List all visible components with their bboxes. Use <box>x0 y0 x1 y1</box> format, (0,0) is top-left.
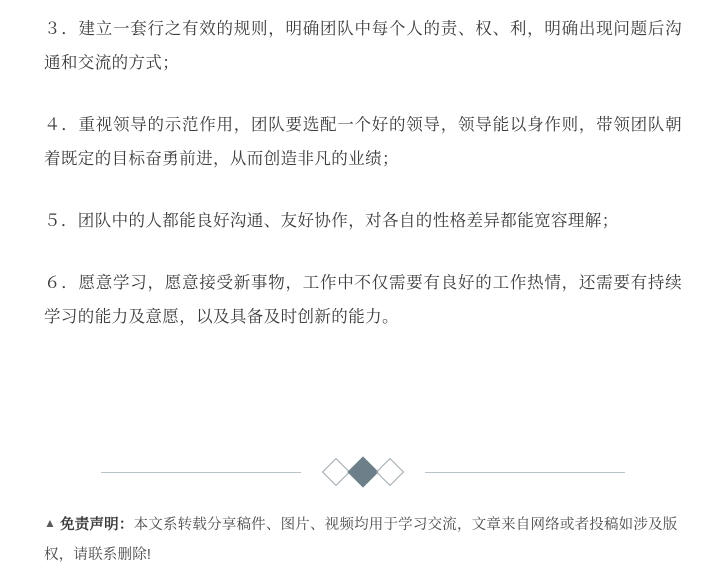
disclaimer-label: 免责声明： <box>60 517 134 533</box>
paragraph-6: ６．愿意学习，愿意接受新事物，工作中不仅需要有良好的工作热情，还需要有持续学习的能力及意愿，以及具备及时创新的能力。 <box>44 274 682 326</box>
diamond-outline-left-icon <box>322 458 350 486</box>
divider-line-left <box>101 472 301 473</box>
diamond-outline-right-icon <box>376 458 404 486</box>
triangle-up-icon: ▲ <box>44 516 57 530</box>
disclaimer-text: 本文系转载分享稿件、图片、视频均用于学习交流，文章来自网络或者投稿如涉及版权，请联系删除! <box>44 517 678 563</box>
paragraph-4: ４．重视领导的示范作用，团队要选配一个好的领导，领导能以身作则，带领团队朝着既定的目标奋勇前进，从而创造非凡的业绩； <box>44 116 682 168</box>
disclaimer-block <box>44 508 682 570</box>
diamond-ornament-icon <box>323 461 403 483</box>
divider-line-right <box>425 472 625 473</box>
diamond-filled-icon <box>347 456 378 487</box>
section-divider <box>44 452 682 492</box>
paragraph-3: ３．建立一套行之有效的规则，明确团队中每个人的责、权、利，明确出现问题后沟通和交流的方式； <box>44 20 682 72</box>
paragraph-5: ５．团队中的人都能良好沟通、友好协作，对各自的性格差异都能宽容理解； <box>44 212 619 230</box>
